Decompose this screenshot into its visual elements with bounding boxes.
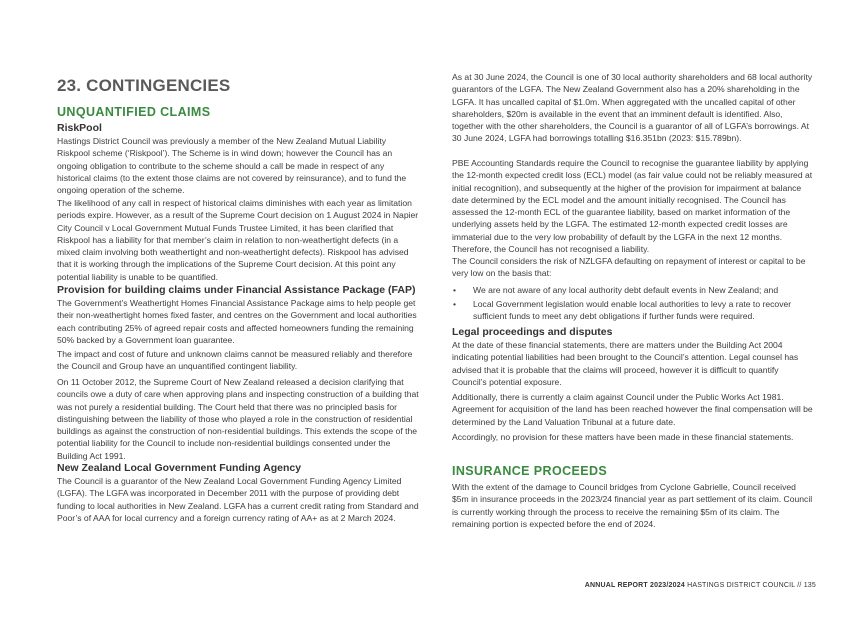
lgfa-paragraph-3: PBE Accounting Standards require the Council to recognise the guarantee liability by applying the 12-month expected credit loss (ECL) model (as fair value could not be reliably measured at initial recognition), and subsequently at the higher of the provision for impairment at balance date determined by the ECL model and the amount initially recognised. The Council has assessed the 12-month ECL of the guarantee liability, based on market information of the underlying assets held by the LGFA. The estimated 12-month expected credit losses are immaterial due to the very low probability of default by the LGFA in the next 12 months. Therefore, the Council has not recognised a liability.	[452, 158, 813, 255]
legal-paragraph-1: At the date of these financial statements, there are matters under the Building Act 2004 indicating potential liabilities had been brought to the Council’s attention. Legal counsel has advised that it is probable that the claims will proceed, however it is difficult to quantify Council’s potential exposure.	[452, 340, 799, 387]
riskpool-heading: RiskPool	[57, 122, 102, 134]
insurance-paragraph: With the extent of the damage to Council bridges from Cyclone Gabrielle, Council received $5m in insurance proceeds in the 2023/24 financial year as part settlement of its claim. Council is currently working through the process to receive the remaining $5m of its claim. The remaining portion is expected before the end of 2024.	[452, 482, 813, 529]
lgfa-paragraph-4: The Council considers the risk of NZLGFA defaulting on repayment of interest or capital to be very low on the basis that:	[452, 256, 806, 279]
list-item	[453, 284, 815, 297]
lgfa-paragraph-2: As at 30 June 2024, the Council is one of 30 local authority shareholders and 68 local authority guarantors of the LGFA. The New Zealand Government also has a 20% shareholding in the LGFA. It has uncalled capital of $1.0m. When aggregated with the uncalled capital of other shareholders, $20m is available in the event that an imminent default is identified. Also, together with the other shareholders, the Council is a guarantor of all of LGFA’s borrowings. At 30 June 2024, LGFA had borrowings totalling $16.351bn (2023: $15.789bn).	[452, 72, 813, 144]
page-footer	[585, 582, 816, 589]
fap-paragraph-1: The Government’s Weathertight Homes Financial Assistance Package aims to help people get their non-weathertight homes fixed faster, and centres on the Government and local authorities each contributing 25% of agreed repair costs and affected homeowners funding the remaining 50% backed by a Government loan guarantee.	[57, 298, 417, 345]
insurance-proceeds-heading: INSURANCE PROCEEDS	[452, 464, 608, 478]
legal-paragraph-2: Additionally, there is currently a claim against Council under the Public Works Act 1981. Agreement for acquisition of the land has been reached however the final compensation will be determined by the Land Valuation Tribunal at a future date.	[452, 392, 813, 427]
footer-council-page: HASTINGS DISTRICT COUNCIL // 135	[684, 582, 816, 589]
list-item-text: We are not aware of any local authority debt default events in New Zealand; and	[473, 285, 779, 295]
legal-paragraph-3: Accordingly, no provision for these matters have been made in these financial statements.	[452, 432, 794, 442]
bullet-icon: •	[453, 299, 457, 309]
lgfa-heading: New Zealand Local Government Funding Agency	[57, 462, 302, 474]
fap-paragraph-3: On 11 October 2012, the Supreme Court of New Zealand released a decision clarifying that councils owe a duty of care when approving plans and inspecting construction of a building that was not purely a residential building. The Court held that there was no principled basis for distinguishing between the liability of those who played a role in the construction of residential buildings as against the construction of non-residential buildings. This extends the scope of the potential liability for the Council to include non-residential buildings consented under the Building Act 1991.	[57, 377, 419, 461]
list-item	[453, 298, 815, 324]
list-item-text: Local Government legislation would enable local authorities to levy a rate to recover sufficient funds to meet any debt obligations if further funds were required.	[473, 299, 792, 322]
lgfa-paragraph-1: The Council is a guarantor of the New Zealand Local Government Funding Agency Limited (LGFA). The LGFA was incorporated in December 2011 with the purpose of providing debt funding to local authorities in New Zealand. LGFA has a current credit rating from Standard and Poor’s of AAA for local currency and a foreign currency rating of AA+ as at 2 March 2024.	[57, 476, 419, 523]
footer-report-title: ANNUAL REPORT 2023/2024	[584, 582, 685, 589]
page-heading: 23. CONTINGENCIES	[57, 76, 231, 95]
fap-paragraph-2: The impact and cost of future and unknown claims cannot be measured reliably and therefore the Council and Group have an unquantified contingent liability.	[57, 349, 413, 372]
unquantified-claims-heading: UNQUANTIFIED CLAIMS	[57, 105, 211, 119]
legal-heading: Legal proceedings and disputes	[452, 326, 613, 338]
bullet-icon: •	[453, 285, 457, 295]
riskpool-paragraph-2: The likelihood of any call in respect of historical claims diminishes with each year as limitation periods expire. However, as a result of the Supreme Court decision on 1 August 2024 in Napier City Council v Local Government Mutual Funds Trustee Limited, it has been clarified that Riskpool has a liability for that member’s claim in relation to non-weathertight defects (in a mixed claim involving both weathertight and non-weathertight defects). Riskpool has advised that it is working through the implications of the Supreme Court decision. At this point any potential liability is unable to be quantified.	[57, 198, 419, 282]
riskpool-paragraph-1: Hastings District Council was previously a member of the New Zealand Mutual Liability Riskpool scheme (‘Riskpool’). The Scheme is in wind down; however the Council has an ongoing obligation to contribute to the scheme should a call be made in respect of any historical claims (to the extent those claims are not covered by reinsurance), and to fund the ongoing operation of the scheme.	[57, 136, 407, 196]
fap-heading: Provision for building claims under Financial Assistance Package (FAP)	[57, 284, 416, 296]
